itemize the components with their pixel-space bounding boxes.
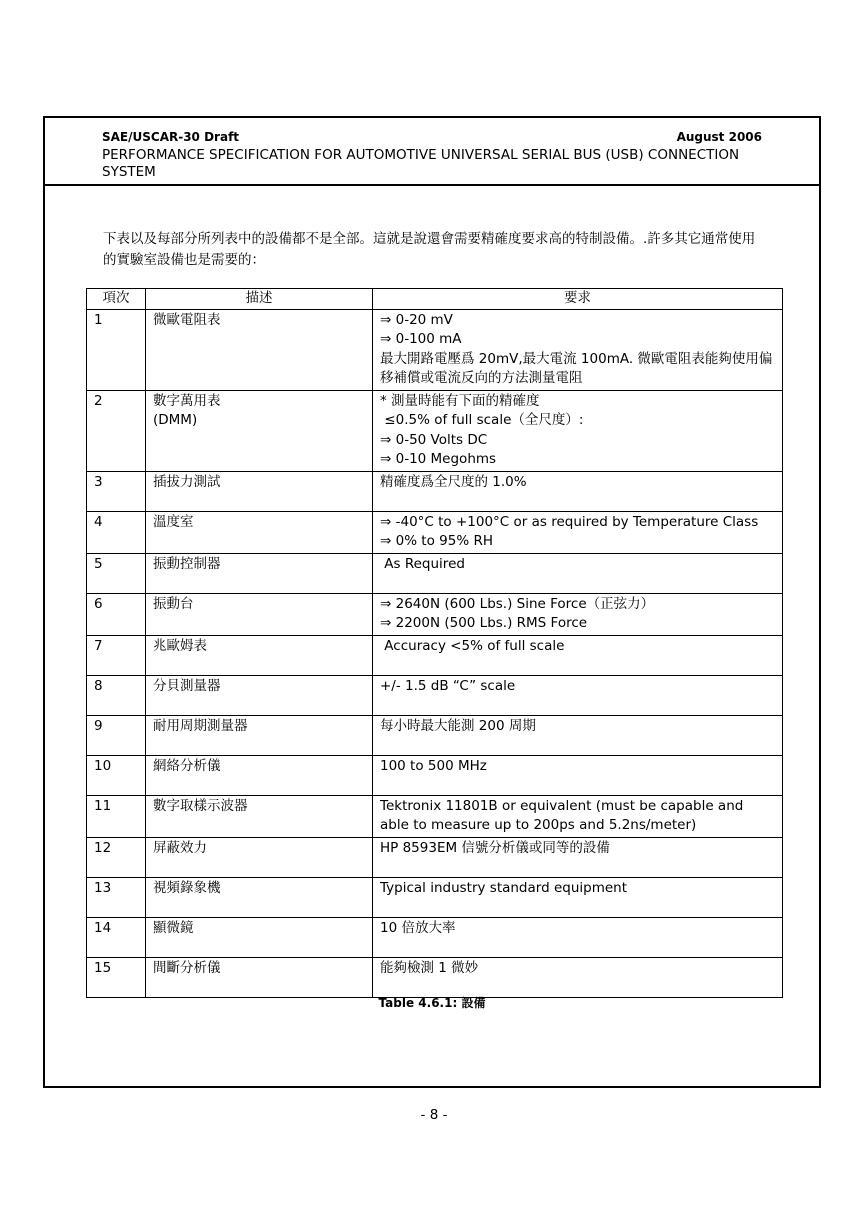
cell-description	[146, 755, 373, 795]
cell-description	[146, 471, 373, 511]
table-row	[87, 837, 783, 877]
cell-requirement	[373, 593, 783, 635]
description-line: (DMM)	[153, 412, 198, 428]
requirement-line: HP 8593EM 信號分析儀或同等的設備	[380, 839, 610, 856]
column-header-description: 描述	[146, 289, 373, 310]
table-header-row	[87, 289, 783, 310]
cell-description	[146, 390, 373, 471]
description-line: 屏蔽效力	[153, 839, 207, 856]
requirement-line: As Required	[380, 555, 465, 572]
table-row	[87, 795, 783, 837]
cell-description	[146, 635, 373, 675]
description-line: 兆歐姆表	[153, 637, 207, 654]
cell-description	[146, 795, 373, 837]
description-line: 顯微鏡	[153, 919, 194, 936]
table-caption: Table 4.6.1: 設備	[378, 996, 486, 1010]
cell-item-number: 2	[87, 390, 146, 471]
cell-description	[146, 675, 373, 715]
cell-requirement	[373, 511, 783, 553]
cell-requirement	[373, 635, 783, 675]
table-row	[87, 471, 783, 511]
cell-item-number: 1	[87, 309, 146, 390]
requirement-line: ⇒ 2200N (500 Lbs.) RMS Force	[380, 615, 588, 631]
requirement-line: Tektronix 11801B or equivalent (must be capable and able to measure up to 200ps and 5.2ns/meter)	[380, 797, 748, 833]
requirement-line: 10 倍放大率	[380, 919, 456, 936]
table-body	[87, 309, 783, 997]
cell-item-number: 5	[87, 553, 146, 593]
cell-requirement	[373, 837, 783, 877]
table-row	[87, 511, 783, 553]
document-title: PERFORMANCE SPECIFICATION FOR AUTOMOTIVE UNIVERSAL SERIAL BUS (USB) CONNECTION SYSTEM	[102, 147, 740, 180]
intro-paragraph: 下表以及每部分所列表中的設備都不是全部。這就是說還會需要精確度要求高的特制設備。.許多其它通常使用的實驗室設備也是需要的：	[103, 231, 756, 268]
requirement-line: ⇒ 0-20 mV	[380, 311, 453, 328]
table-row	[87, 553, 783, 593]
table-row	[87, 593, 783, 635]
description-line: 間斷分析儀	[153, 959, 221, 976]
cell-description	[146, 917, 373, 957]
cell-requirement	[373, 877, 783, 917]
document-date: August 2006	[676, 130, 762, 144]
cell-description	[146, 957, 373, 997]
table-row	[87, 957, 783, 997]
cell-requirement	[373, 675, 783, 715]
requirement-line: 最大開路電壓爲 20mV,最大電流 100mA. 微歐電阻表能夠使用偏移補償或電流反向的方法測量電阻	[380, 350, 773, 386]
table-row	[87, 877, 783, 917]
cell-item-number: 15	[87, 957, 146, 997]
requirement-line: ⇒ -40°C to +100°C or as required by Temperature Class	[380, 513, 759, 530]
description-line: 網絡分析儀	[153, 757, 221, 774]
table-row	[87, 917, 783, 957]
document-id: SAE/USCAR-30 Draft	[102, 130, 240, 144]
description-line: 數字取樣示波器	[153, 797, 248, 814]
cell-item-number: 14	[87, 917, 146, 957]
requirement-line: ⇒ 2640N (600 Lbs.) Sine Force（正弦力）	[380, 595, 655, 612]
cell-requirement	[373, 309, 783, 390]
cell-description	[146, 553, 373, 593]
cell-requirement	[373, 755, 783, 795]
document-header	[45, 118, 819, 186]
table-row	[87, 715, 783, 755]
cell-requirement	[373, 795, 783, 837]
description-line: 耐用周期測量器	[153, 717, 248, 734]
cell-description	[146, 511, 373, 553]
description-line: 分貝測量器	[153, 677, 221, 694]
description-line: 插拔力測試	[153, 473, 221, 490]
cell-item-number: 8	[87, 675, 146, 715]
page-frame	[43, 116, 821, 1088]
requirement-line: 能夠檢測 1 微妙	[380, 959, 479, 976]
requirement-line: +/- 1.5 dB “C” scale	[380, 677, 516, 694]
requirement-line: ⇒ 0% to 95% RH	[380, 533, 493, 549]
requirement-line: 精確度爲全尺度的 1.0%	[380, 473, 527, 490]
cell-requirement	[373, 715, 783, 755]
requirement-line: ⇒ 0-10 Megohms	[380, 451, 497, 467]
cell-requirement	[373, 471, 783, 511]
description-line: 溫度室	[153, 513, 194, 530]
requirement-line: Accuracy <5% of full scale	[380, 637, 565, 654]
requirement-line: ⇒ 0-100 mA	[380, 331, 462, 347]
cell-description	[146, 309, 373, 390]
cell-description	[146, 877, 373, 917]
requirement-line: ≤0.5% of full scale（全尺度）:	[380, 412, 584, 428]
equipment-table	[86, 288, 783, 998]
requirement-line: 100 to 500 MHz	[380, 757, 487, 774]
cell-requirement	[373, 553, 783, 593]
table-row	[87, 635, 783, 675]
cell-item-number: 7	[87, 635, 146, 675]
cell-item-number: 13	[87, 877, 146, 917]
cell-item-number: 12	[87, 837, 146, 877]
table-row	[87, 309, 783, 390]
description-line: 數字萬用表	[153, 392, 221, 409]
requirement-line: 每小時最大能測 200 周期	[380, 717, 536, 734]
description-line: 振動台	[153, 595, 194, 612]
description-line: 振動控制器	[153, 555, 221, 572]
cell-description	[146, 715, 373, 755]
cell-description	[146, 837, 373, 877]
cell-item-number: 10	[87, 755, 146, 795]
table-row	[87, 755, 783, 795]
cell-requirement	[373, 390, 783, 471]
table-row	[87, 675, 783, 715]
cell-item-number: 4	[87, 511, 146, 553]
requirement-line: ⇒ 0-50 Volts DC	[380, 431, 488, 448]
cell-item-number: 3	[87, 471, 146, 511]
cell-item-number: 6	[87, 593, 146, 635]
description-line: 視頻錄象機	[153, 879, 221, 896]
column-header-no: 項次	[87, 289, 146, 310]
table-row	[87, 390, 783, 471]
column-header-requirement: 要求	[373, 289, 783, 310]
cell-item-number: 9	[87, 715, 146, 755]
requirement-line: * 測量時能有下面的精確度	[380, 392, 540, 409]
cell-description	[146, 593, 373, 635]
page-number: - 8 -	[420, 1107, 448, 1123]
requirement-line: Typical industry standard equipment	[380, 879, 628, 896]
description-line: 微歐電阻表	[153, 311, 221, 328]
cell-requirement	[373, 917, 783, 957]
cell-requirement	[373, 957, 783, 997]
cell-item-number: 11	[87, 795, 146, 837]
